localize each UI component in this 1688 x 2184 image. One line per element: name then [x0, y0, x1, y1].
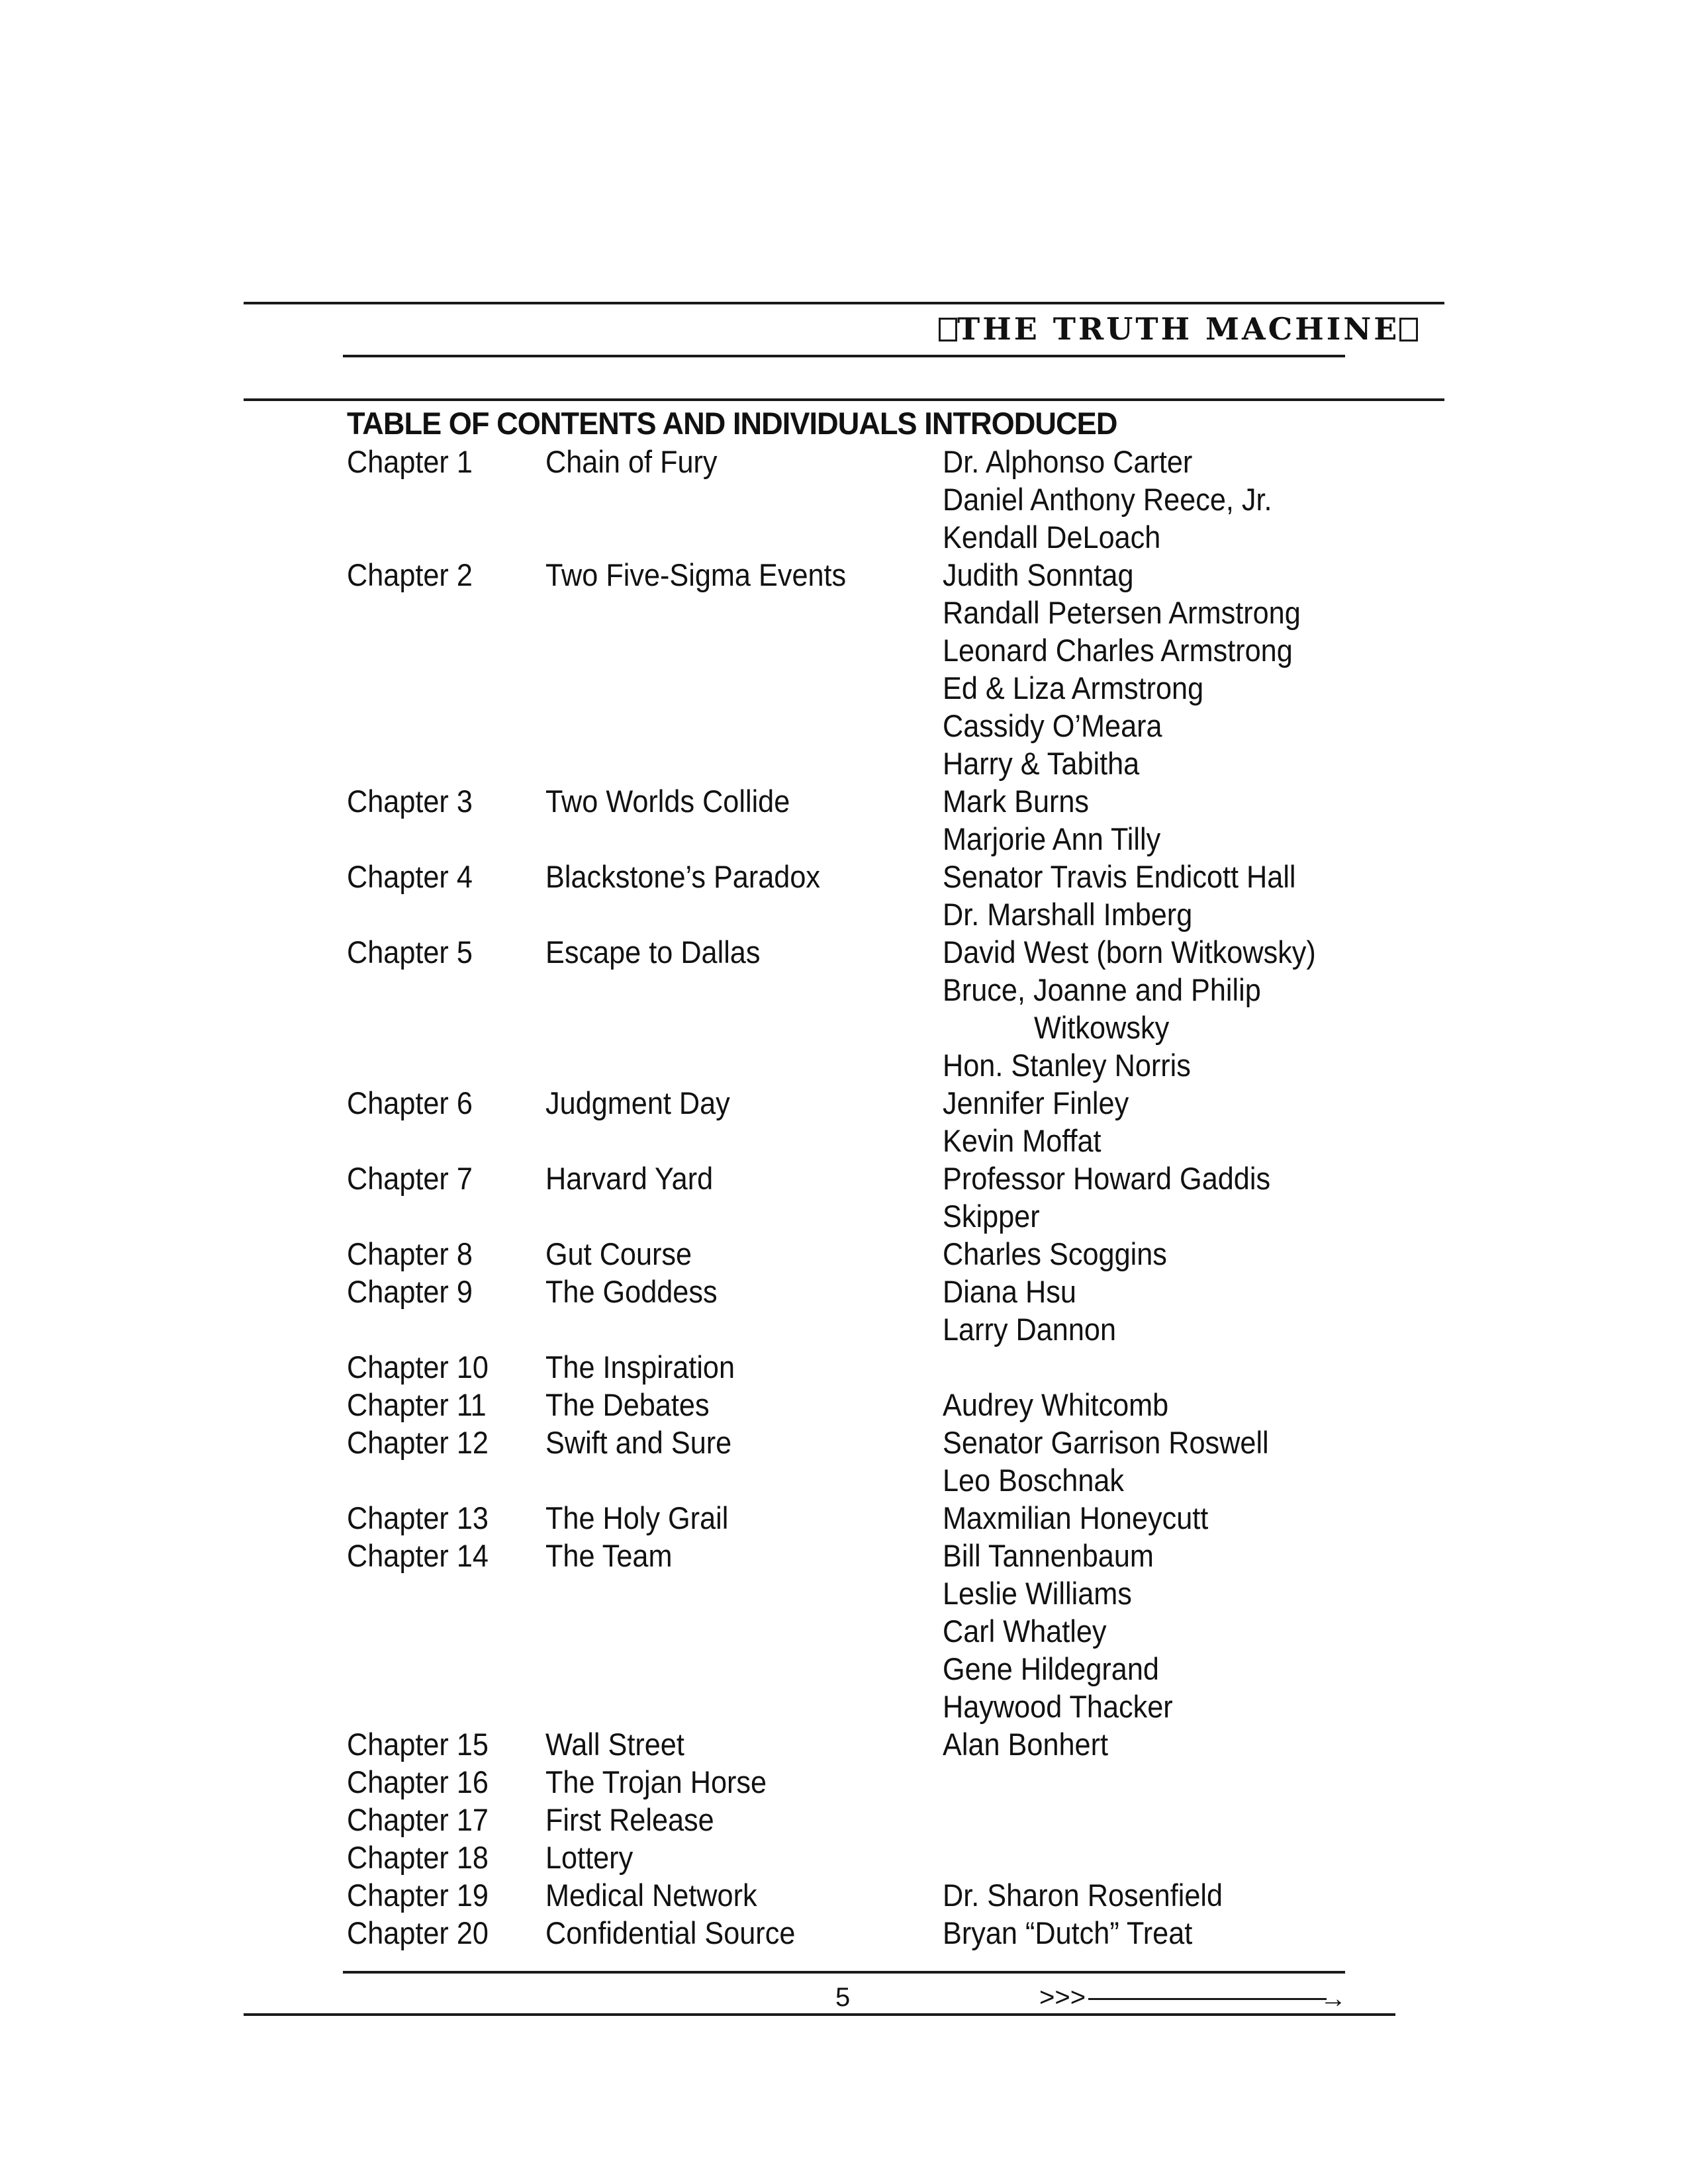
individual-name: Harry & Tabitha — [943, 746, 1140, 781]
chapter-title: Two Five-Sigma Events — [545, 557, 847, 592]
toc-row — [347, 518, 1406, 556]
individual-name: Dr. Sharon Rosenfield — [943, 1878, 1223, 1913]
toc-row — [347, 443, 1406, 480]
individual-name: Leo Boschnak — [943, 1463, 1125, 1498]
chapter-number: Chapter 3 — [347, 784, 473, 819]
individual-name: Daniel Anthony Reece, Jr. — [943, 482, 1272, 517]
individual-name: Carl Whatley — [943, 1614, 1107, 1649]
individual-name: Skipper — [943, 1199, 1040, 1234]
individual-name: Hon. Stanley Norris — [943, 1048, 1191, 1083]
chapter-number: Chapter 19 — [347, 1878, 489, 1913]
toc-row — [347, 1763, 1406, 1801]
individual-name: Bruce, Joanne and Philip — [943, 972, 1261, 1007]
individual-name: Randall Petersen Armstrong — [943, 595, 1301, 630]
arrow-right-icon: → — [1320, 1983, 1347, 2013]
chapter-number: Chapter 2 — [347, 557, 473, 592]
toc-row — [347, 1197, 1406, 1235]
individual-name: Haywood Thacker — [943, 1689, 1173, 1724]
chapter-title: The Trojan Horse — [545, 1764, 767, 1799]
individual-name: Leonard Charles Armstrong — [943, 633, 1293, 668]
chapter-number: Chapter 7 — [347, 1161, 473, 1196]
toc-row — [347, 1424, 1406, 1461]
toc-row — [347, 480, 1406, 518]
chapter-number: Chapter 8 — [347, 1236, 473, 1271]
chapter-number: Chapter 20 — [347, 1915, 489, 1950]
next-page-indicator — [1039, 1983, 1346, 2014]
chapter-title: Wall Street — [545, 1727, 684, 1762]
content-top-rule — [244, 398, 1444, 401]
individual-name: Senator Garrison Roswell — [943, 1425, 1269, 1460]
chapter-number: Chapter 11 — [347, 1387, 487, 1422]
arrow-line — [1088, 1998, 1327, 2000]
toc-row — [347, 1499, 1406, 1537]
header-top-rule — [244, 302, 1444, 304]
toc-row — [347, 669, 1406, 707]
individual-name: Bill Tannenbaum — [943, 1538, 1154, 1573]
chapter-number: Chapter 12 — [347, 1425, 489, 1460]
chapter-number: Chapter 13 — [347, 1500, 489, 1535]
open-box-icon — [939, 318, 957, 341]
running-header — [939, 311, 1418, 347]
individual-name: Professor Howard Gaddis — [943, 1161, 1271, 1196]
toc-row — [347, 858, 1406, 895]
individual-name: Dr. Marshall Imberg — [943, 897, 1193, 932]
chapter-title: Judgment Day — [545, 1085, 730, 1120]
toc-row — [347, 1725, 1406, 1763]
individual-name: David West (born Witkowsky) — [943, 934, 1316, 970]
toc-row — [347, 1348, 1406, 1386]
toc-row — [347, 707, 1406, 745]
toc-row — [347, 1839, 1406, 1876]
toc-row — [347, 745, 1406, 782]
chapter-title: Chain of Fury — [545, 444, 718, 479]
chapter-title: Swift and Sure — [545, 1425, 732, 1460]
chapter-title: Two Worlds Collide — [545, 784, 790, 819]
toc-row — [347, 1009, 1406, 1046]
toc-row — [347, 782, 1406, 820]
chapter-number: Chapter 17 — [347, 1802, 489, 1837]
individual-name: Alan Bonhert — [943, 1727, 1109, 1762]
individual-name: Witkowsky — [1034, 1010, 1170, 1045]
chapter-title: The Goddess — [545, 1274, 718, 1309]
individual-name: Dr. Alphonso Carter — [943, 444, 1193, 479]
individual-name: Kendall DeLoach — [943, 520, 1161, 555]
individual-name: Gene Hildegrand — [943, 1651, 1159, 1686]
chapter-title: Gut Course — [545, 1236, 692, 1271]
individual-name: Charles Scoggins — [943, 1236, 1167, 1271]
chapter-title: The Team — [545, 1538, 673, 1573]
chapter-title: Escape to Dallas — [545, 934, 761, 970]
chapter-number: Chapter 6 — [347, 1085, 473, 1120]
toc-row — [347, 1084, 1406, 1122]
chapter-title: Harvard Yard — [545, 1161, 714, 1196]
individual-name: Audrey Whitcomb — [943, 1387, 1169, 1422]
chapter-number: Chapter 14 — [347, 1538, 489, 1573]
chapter-number: Chapter 15 — [347, 1727, 489, 1762]
chapter-number: Chapter 4 — [347, 859, 473, 894]
individual-name: Marjorie Ann Tilly — [943, 821, 1161, 856]
footer-bottom-rule — [244, 2013, 1395, 2016]
toc-row — [347, 1650, 1406, 1688]
close-box-icon — [1399, 318, 1418, 341]
individual-name: Bryan “Dutch” Treat — [943, 1915, 1193, 1950]
toc-row — [347, 1273, 1406, 1310]
toc-row — [347, 820, 1406, 858]
toc-row — [347, 556, 1406, 594]
toc-row — [347, 933, 1406, 971]
individual-name: Mark Burns — [943, 784, 1090, 819]
page-number: 5 — [835, 1983, 851, 2012]
toc-row — [347, 1122, 1406, 1160]
toc-row — [347, 631, 1406, 669]
content-bottom-rule — [343, 1971, 1345, 1974]
individual-name: Kevin Moffat — [943, 1123, 1102, 1158]
chapter-title: Medical Network — [545, 1878, 757, 1913]
toc-row — [347, 1160, 1406, 1197]
chapter-number: Chapter 5 — [347, 934, 473, 970]
toc-row — [347, 1612, 1406, 1650]
toc-row — [347, 895, 1406, 933]
toc-row — [347, 1801, 1406, 1839]
toc-row — [347, 1235, 1406, 1273]
toc-row — [347, 1046, 1406, 1084]
chapter-title: The Holy Grail — [545, 1500, 729, 1535]
toc-row — [347, 1537, 1406, 1574]
chapter-title: The Inspiration — [545, 1349, 735, 1385]
toc-row — [347, 1386, 1406, 1424]
chapter-number: Chapter 10 — [347, 1349, 489, 1385]
chapter-title: Confidential Source — [545, 1915, 796, 1950]
chapter-number: Chapter 16 — [347, 1764, 489, 1799]
toc-row — [347, 594, 1406, 631]
chapter-title: First Release — [545, 1802, 714, 1837]
toc-row — [347, 971, 1406, 1009]
chapter-title: The Debates — [545, 1387, 710, 1422]
individual-name: Senator Travis Endicott Hall — [943, 859, 1296, 894]
individual-name: Ed & Liza Armstrong — [943, 670, 1204, 705]
toc-row — [347, 1574, 1406, 1612]
individual-name: Diana Hsu — [943, 1274, 1076, 1309]
individual-name: Leslie Williams — [943, 1576, 1132, 1611]
header-bottom-rule — [343, 355, 1345, 357]
toc-row — [347, 1876, 1406, 1914]
chapter-title: Lottery — [545, 1840, 633, 1875]
chapter-number: Chapter 9 — [347, 1274, 473, 1309]
toc-row — [347, 1461, 1406, 1499]
next-marker: >>> — [1039, 1983, 1086, 2012]
toc-row — [347, 1310, 1406, 1348]
toc-row — [347, 1914, 1406, 1952]
toc-row — [347, 1688, 1406, 1725]
chapter-title: Blackstone’s Paradox — [545, 859, 821, 894]
table-of-contents — [347, 443, 1406, 1952]
individual-name: Judith Sonntag — [943, 557, 1134, 592]
individual-name: Maxmilian Honeycutt — [943, 1500, 1209, 1535]
individual-name: Cassidy O’Meara — [943, 708, 1162, 743]
chapter-number: Chapter 1 — [347, 444, 473, 479]
toc-heading: TABLE OF CONTENTS AND INDIVIDUALS INTRODUCED — [347, 406, 1117, 441]
book-title: THE TRUTH MACHINE — [957, 311, 1400, 347]
individual-name: Jennifer Finley — [943, 1085, 1129, 1120]
chapter-number: Chapter 18 — [347, 1840, 489, 1875]
individual-name: Larry Dannon — [943, 1312, 1116, 1347]
